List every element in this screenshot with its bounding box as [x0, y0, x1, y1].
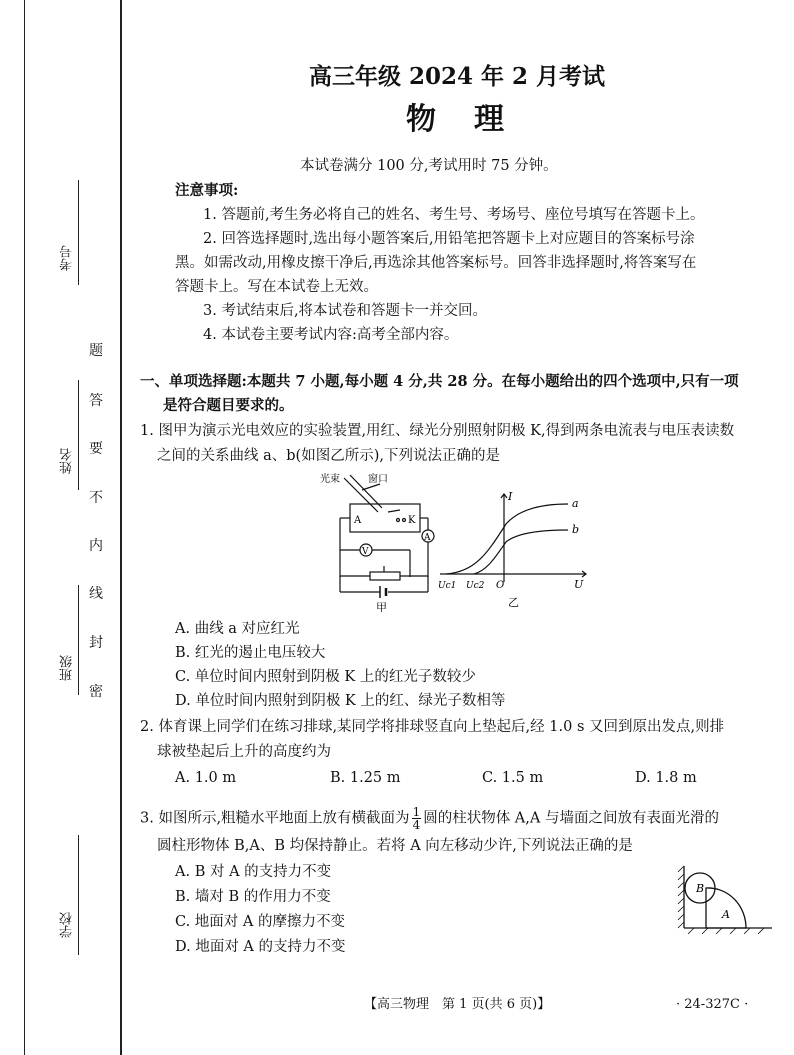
fraction-numerator: 1: [412, 805, 421, 819]
q2-option-a: A. 1.0 m: [175, 770, 237, 786]
origin-label: O: [496, 580, 505, 591]
class-label: 班级: [60, 655, 75, 681]
subject-title: 物 理: [406, 102, 508, 137]
page-footer: 【高三物理 第 1 页(共 6 页)】: [364, 997, 551, 1012]
school-label: 学校: [60, 912, 75, 938]
name-label: 姓名: [60, 448, 75, 474]
notice-line: 2. 回答选择题时,选出每小题答案后,用铅笔把答题卡上对应题目的答案标号涂: [203, 231, 695, 247]
exam-no-underline: [78, 180, 79, 285]
y-axis-label: I: [508, 490, 513, 503]
seal-char: 要: [89, 441, 103, 457]
q3-stem: [140, 806, 719, 831]
q1-stem-cont: 之间的关系曲线 a、b(如图乙所示),下列说法正确的是: [157, 448, 500, 464]
exam-title: 高三年级 2024 年 2 月考试: [308, 63, 606, 90]
seal-char: 不: [89, 490, 103, 506]
uc2-label: Uc2: [466, 581, 485, 591]
notice-heading: 注意事项:: [175, 182, 239, 199]
fraction-denominator: 4: [412, 818, 421, 832]
seal-char: 题: [89, 343, 103, 359]
exam-info: 本试卷满分 100 分,考试用时 75 分钟。: [300, 158, 558, 174]
q1-stem: 1. 图甲为演示光电效应的实验装置,用红、绿光分别照射阴极 K,得到两条电流表与电压表读数: [140, 423, 735, 439]
uc1-label: Uc1: [438, 581, 457, 591]
fraction: [412, 806, 422, 831]
notice-line: 黑。如需改动,用橡皮擦干净后,再选涂其他答案标号。回答非选择题时,将答案写在: [175, 255, 697, 271]
x-axis-label: U: [574, 578, 584, 591]
q3-figure: [676, 862, 776, 934]
seal-char: 答: [89, 393, 103, 409]
seal-char: 密: [89, 684, 103, 700]
q2-stem-cont: 球被垫起后上升的高度约为: [157, 744, 331, 760]
curve-a: [446, 504, 568, 574]
caption-jia: 甲: [376, 601, 387, 612]
anode-label: A: [354, 515, 362, 526]
q3-stem-part2: 圆的柱状物体 A,A 与墙面之间放有表面光滑的: [423, 810, 719, 827]
margin-line-left: [24, 0, 25, 1055]
q3-stem-cont: 圆柱形物体 B,A、B 均保持静止。若将 A 向左移动少许,下列说法正确的是: [157, 838, 633, 854]
section-heading: 一、单项选择题:本题共 7 小题,每小题 4 分,共 28 分。在每小题给出的四个选项中,只有一项: [140, 373, 739, 390]
q1-option-d: D. 单位时间内照射到阴极 K 上的红、绿光子数相等: [175, 693, 506, 709]
notice-line: 3. 考试结束后,将本试卷和答题卡一并交回。: [203, 303, 488, 319]
q2-option-b: B. 1.25 m: [330, 770, 401, 786]
q2-stem: 2. 体育课上同学们在练习排球,某同学将排球竖直向上垫起后,经 1.0 s 又回到原出发点,则排: [140, 719, 725, 735]
notice-line: 答题卡上。写在本试卷上无效。: [175, 279, 378, 295]
paper-code: · 24-327C ·: [676, 997, 749, 1012]
light-label: 光束: [320, 474, 340, 485]
curve-b-label: b: [572, 523, 580, 536]
notice-line: 1. 答题前,考生务必将自己的姓名、考生号、考场号、座位号填写在答题卡上。: [203, 207, 705, 223]
q2-option-d: D. 1.8 m: [635, 770, 697, 786]
exam-no-label: 考号: [60, 245, 75, 271]
notice-line: 4. 本试卷主要考试内容:高考全部内容。: [203, 327, 459, 343]
cathode-label: K: [408, 515, 416, 526]
section-heading-cont: 是符合题目要求的。: [163, 397, 294, 414]
q3-option-c: C. 地面对 A 的摩擦力不变: [175, 914, 345, 930]
q3-option-a: A. B 对 A 的支持力不变: [175, 864, 332, 880]
q3-stem-part1: 3. 如图所示,粗糙水平地面上放有横截面为: [140, 810, 410, 827]
label-b: B: [696, 882, 705, 895]
q3-option-d: D. 地面对 A 的支持力不变: [175, 939, 346, 955]
label-a: A: [722, 908, 730, 921]
school-underline: [78, 835, 79, 955]
name-underline: [78, 380, 79, 490]
window-label: 窗口: [368, 474, 388, 485]
margin-line-right: [120, 0, 122, 1055]
q2-option-c: C. 1.5 m: [482, 770, 544, 786]
voltmeter-label: V: [362, 547, 369, 557]
seal-char: 线: [89, 586, 103, 602]
curve-b: [474, 530, 568, 574]
caption-yi: 乙: [508, 596, 519, 609]
seal-char: 封: [89, 635, 103, 651]
q3-option-b: B. 墙对 B 的作用力不变: [175, 889, 331, 905]
class-underline: [78, 585, 79, 695]
q1-figure-yi: [436, 490, 596, 615]
q1-option-b: B. 红光的遏止电压较大: [175, 645, 326, 661]
q1-option-c: C. 单位时间内照射到阴极 K 上的红光子数较少: [175, 669, 476, 685]
q1-figure-jia: [320, 472, 440, 612]
seal-char: 内: [89, 538, 103, 554]
ammeter-label: A: [424, 533, 431, 543]
q1-option-a: A. 曲线 a 对应红光: [175, 621, 300, 637]
curve-a-label: a: [572, 497, 579, 510]
